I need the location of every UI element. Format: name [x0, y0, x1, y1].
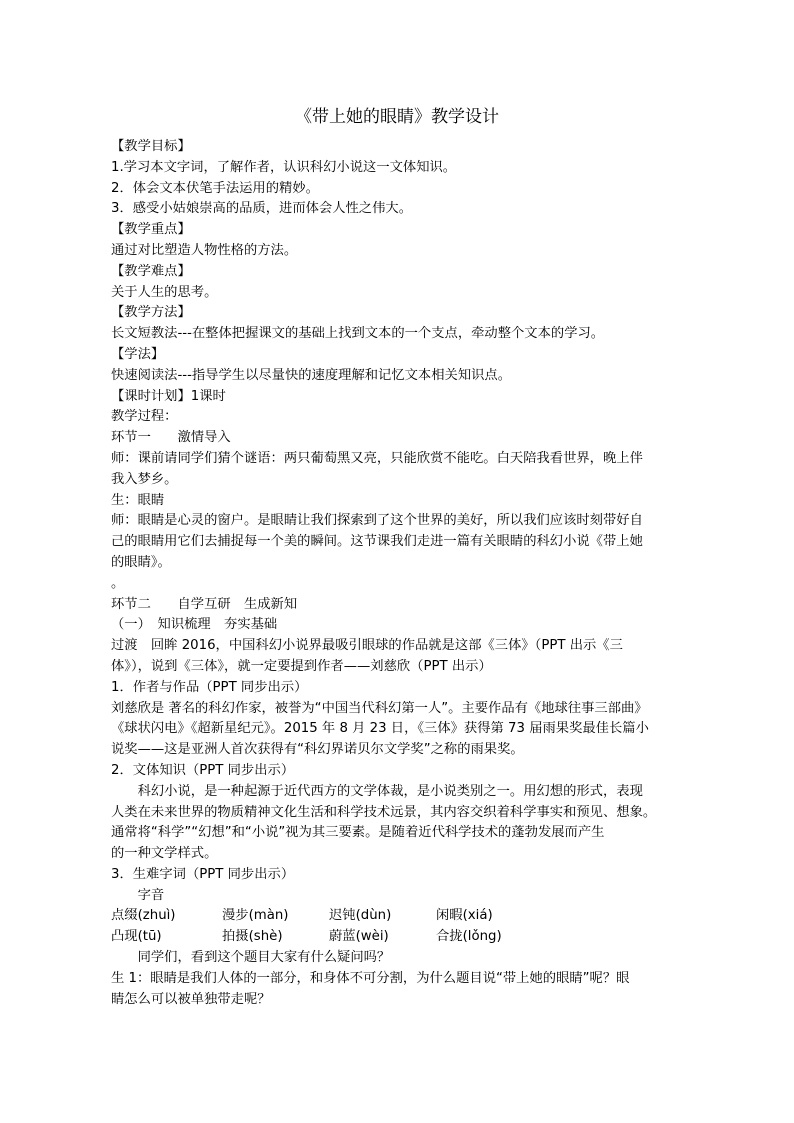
vocab-item: 拍摄(shè)	[222, 929, 283, 945]
text-line: 【课时计划】1课时	[111, 388, 226, 404]
body-section-a	[111, 137, 691, 906]
text-line: 说奖——这是亚洲人首次获得有“科幻界诺贝尔文学奖”之称的雨果奖。	[111, 742, 524, 758]
vocab-item: 漫步(màn)	[222, 908, 289, 924]
text-line: 体》），说到《三体》，就一定要提到作者——刘慈欣（PPT 出示）	[111, 658, 492, 674]
text-line: 2．文体知识（PPT 同步出示）	[111, 762, 295, 778]
vocab-table	[111, 906, 691, 948]
text-line: 环节一 激情导入	[111, 430, 231, 446]
vocab-item: 凸现(tū)	[111, 929, 162, 945]
vocab-item: 合拢(lǒng)	[436, 929, 502, 945]
vocab-item: 蔚蓝(wèi)	[329, 929, 389, 945]
text-line: 睛怎么可以被单独带走呢？	[111, 991, 271, 1007]
text-line: 通过对比塑造人物性格的方法。	[111, 242, 298, 258]
text-line: 。	[111, 575, 125, 591]
text-line: 的一种文学样式。	[111, 846, 218, 862]
document-body	[111, 137, 691, 1010]
text-line: 环节二 自学互研 生成新知	[111, 596, 298, 612]
vocab-item: 闲暇(xiá)	[436, 908, 493, 924]
text-line: 同学们，看到这个题目大家有什么疑问吗？	[111, 950, 391, 966]
text-line: 1.学习本文字词，了解作者，认识科幻小说这一文体知识。	[111, 159, 457, 175]
vocab-item: 迟钝(dùn)	[329, 908, 392, 924]
text-line: 教学过程：	[111, 409, 178, 425]
text-line: 【教学重点】	[111, 222, 191, 238]
text-line: 【教学目标】	[111, 139, 191, 154]
document-title: 《带上她的眼睛》教学设计	[295, 107, 499, 127]
text-line: 科幻小说，是一种起源于近代西方的文学体裁，是小说类别之一。用幻想的形式，表现	[111, 783, 643, 799]
text-line: 长文短教法---在整体把握课文的基础上找到文本的一个支点，牵动整个文本的学习。	[111, 326, 605, 342]
text-line: 师：眼睛是心灵的窗户。是眼睛让我们探索到了这个世界的美好，所以我们应该时刻带好自	[111, 513, 643, 529]
text-line: 【教学难点】	[111, 263, 191, 279]
text-line: 我入梦乡。	[111, 471, 178, 487]
text-line: 生：眼睛	[111, 492, 165, 508]
text-line: 2．体会文本伏笔手法运用的精妙。	[111, 180, 319, 196]
text-line: 《球状闪电》《超新星纪元》。2015 年 8 月 23 日，《三体》获得第 73 届雨果奖最佳长篇小	[111, 721, 649, 737]
text-line: 刘慈欣是 著名的科幻作家，被誉为“中国当代科幻第一人”。主要作品有《地球往事三部曲》	[111, 700, 648, 716]
text-line: 生 1：眼睛是我们人体的一部分，和身体不可分割，为什么题目说“带上她的眼睛”呢？眼	[111, 970, 630, 986]
text-line: 字音	[111, 887, 165, 903]
vocab-row	[111, 927, 691, 948]
text-line: 1．作者与作品（PPT 同步出示）	[111, 679, 308, 695]
text-line: 3．生难字词（PPT 同步出示）	[111, 866, 295, 882]
text-line: 【学法】	[111, 346, 165, 362]
text-line: 快速阅读法---指导学生以尽量快的速度理解和记忆文本相关知识点。	[111, 367, 512, 383]
text-line: 师：课前请同学们猜个谜语：两只葡萄黑又亮，只能欣赏不能吃。白天陪我看世界，晚上伴	[111, 450, 643, 466]
text-line: 通常将“科学”“幻想”和“小说”视为其三要素。是随着近代科学技术的蓬勃发展而产生	[111, 825, 605, 841]
text-line: 【教学方法】	[111, 305, 191, 321]
text-line: （一） 知识梳理 夯实基础	[111, 617, 278, 633]
text-line: 关于人生的思考。	[111, 284, 218, 300]
vocab-row	[111, 906, 691, 927]
text-line: 己的眼睛用它们去捕捉每一个美的瞬间。这节课我们走进一篇有关眼睛的科幻小说《带上她	[111, 534, 643, 550]
text-line: 的眼睛》。	[111, 554, 171, 570]
text-line: 过渡 回眸 2016，中国科幻小说界最吸引眼球的作品就是这部《三体》（PPT 出示《三	[111, 638, 623, 654]
text-line: 人类在未来世界的物质精神文化生活和科学技术远景，其内容交织着科学事实和预见、想象。	[111, 804, 657, 820]
text-line: 3．感受小姑娘崇高的品质，进而体会人性之伟大。	[111, 201, 412, 217]
vocab-item: 点缀(zhuì)	[111, 908, 176, 924]
body-section-b	[111, 948, 691, 1010]
